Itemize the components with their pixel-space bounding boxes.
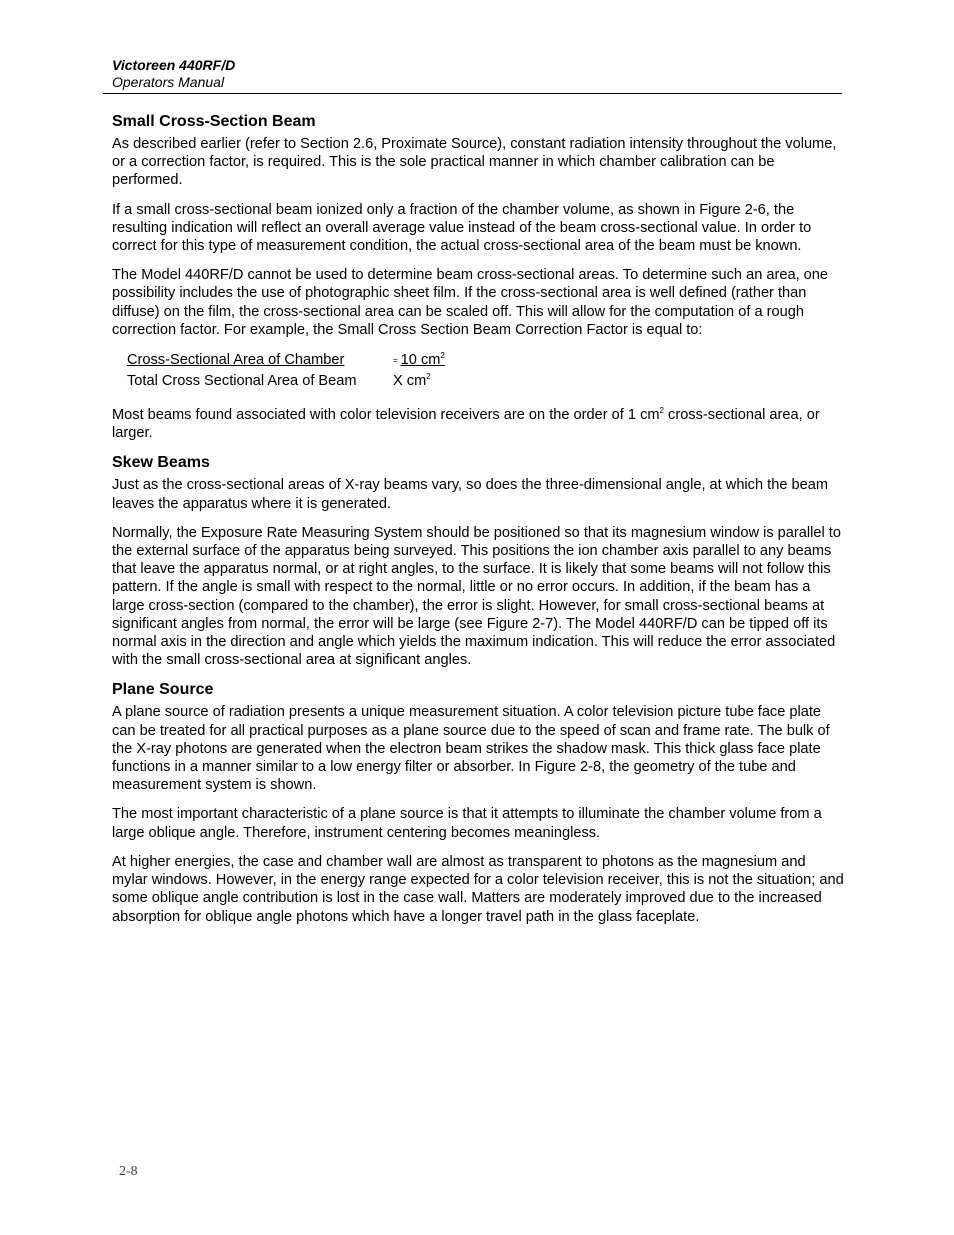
exponent: 2 — [426, 372, 431, 382]
document-title: Victoreen 440RF/D — [112, 57, 236, 73]
paragraph: The most important characteristic of a plane source is that it attempts to illuminate the chamber volume from a large oblique angle. Therefore, instrument centering becomes meaningless. — [112, 806, 822, 841]
paragraph: As described earlier (refer to Section 2.6, Proximate Source), constant radiation intensity throughout the volume, or a correction factor, is required. This is the sole practical manner in which chamber calibration can be performed. — [112, 136, 837, 189]
formula-denominator-value: X $cm^2$ — [393, 372, 431, 390]
section-heading-small-cross-section: Small Cross-Section Beam — [112, 113, 316, 130]
section-heading-plane-source: Plane Source — [112, 681, 214, 699]
exponent: 2 — [659, 406, 664, 416]
section-heading-skew-beams: Skew Beams — [112, 454, 210, 472]
exponent: 2 — [440, 351, 445, 361]
paragraph: A plane source of radiation presents a unique measurement situation. A color television picture tube face plate can be treated for all practical purposes as a plane source due to the speed of scan and frame rate. The bulk of the X-ray photons are generated when the electron beam strikes the shadow mask. This thick glass face plate functions in a manner similar to a low energy filter or absorber. In Figure 2-8, the geometry of the tube and measurement system is shown. — [112, 704, 830, 794]
formula-denominator-row — [127, 371, 844, 392]
header-divider — [103, 93, 842, 94]
correction-factor-formula — [127, 350, 844, 392]
paragraph: At higher energies, the case and chamber wall are almost as transparent to photons as the magnesium and mylar windows. However, in the energy range expected for a color television receiver, this is not the situation; and some oblique angle contribution is lost in the case wall. Matters are moderately improved due to the increased absorption for oblique angle photons which have a longer travel path in the glass faceplate. — [112, 853, 844, 925]
paragraph: If a small cross-sectional beam ionized only a fraction of the chamber volume, as shown in Figure 2-6, the resulting indication will reflect an overall average value instead of the beam cross-sectional value. In order to correct for this type of measurement condition, the actual cross-sectional area of the beam must be known. — [112, 201, 812, 255]
formula-numerator-row — [127, 350, 844, 371]
page-content — [112, 112, 844, 926]
paragraph: Normally, the Exposure Rate Measuring System should be positioned so that its magnesium window is parallel to the external surface of the apparatus being surveyed. This positions the ion chamber axis parallel to any beams that leave the apparatus normal, or at right angles, to the surface. It is likely that some beams will not follow this pattern. If the angle is small with respect to the normal, little or no error occurs. In addition, if the beam has a large cross-section (compared to the chamber), the error is slight. However, for small cross-sectional beams at significant angles from normal, the error will be large (see Figure 2-7). The Model 440RF/D can be tipped off its normal axis in the direction and angle which yields the maximum indication. This will reduce the error associated with the small cross-sectional area at significant angles. — [112, 524, 841, 669]
formula-numerator-label: Cross-Sectional Area of Chamber — [127, 352, 345, 369]
formula-denominator-label: Total Cross Sectional Area of Beam — [127, 373, 357, 390]
paragraph: Just as the cross-sectional areas of X-ray beams vary, so does the three-dimensional angle, at which the beam leaves the apparatus where it is generated. — [112, 477, 828, 512]
page-header — [112, 57, 842, 91]
formula-numerator-value: = 10 $cm^2$ — [393, 351, 445, 369]
paragraph: The Model 440RF/D cannot be used to determine beam cross-sectional areas. To determine such an area, one possibility includes the use of photographic sheet film. If the cross-sectional area is well defined (rather than diffuse) on the film, the cross-sectional area can be scaled off. This will allow for the computation of a rough correction factor. For example, the Small Cross Section Beam Correction Factor is equal to: — [112, 267, 829, 338]
paragraph: Most beams found associated with color television receivers are on the order of 1 $cm^2$ cross-sectional area, or larger. — [112, 406, 820, 442]
equals-sign: = — [393, 356, 398, 366]
document-subtitle: Operators Manual — [112, 74, 225, 90]
page-number: 2-8 — [119, 1164, 138, 1179]
